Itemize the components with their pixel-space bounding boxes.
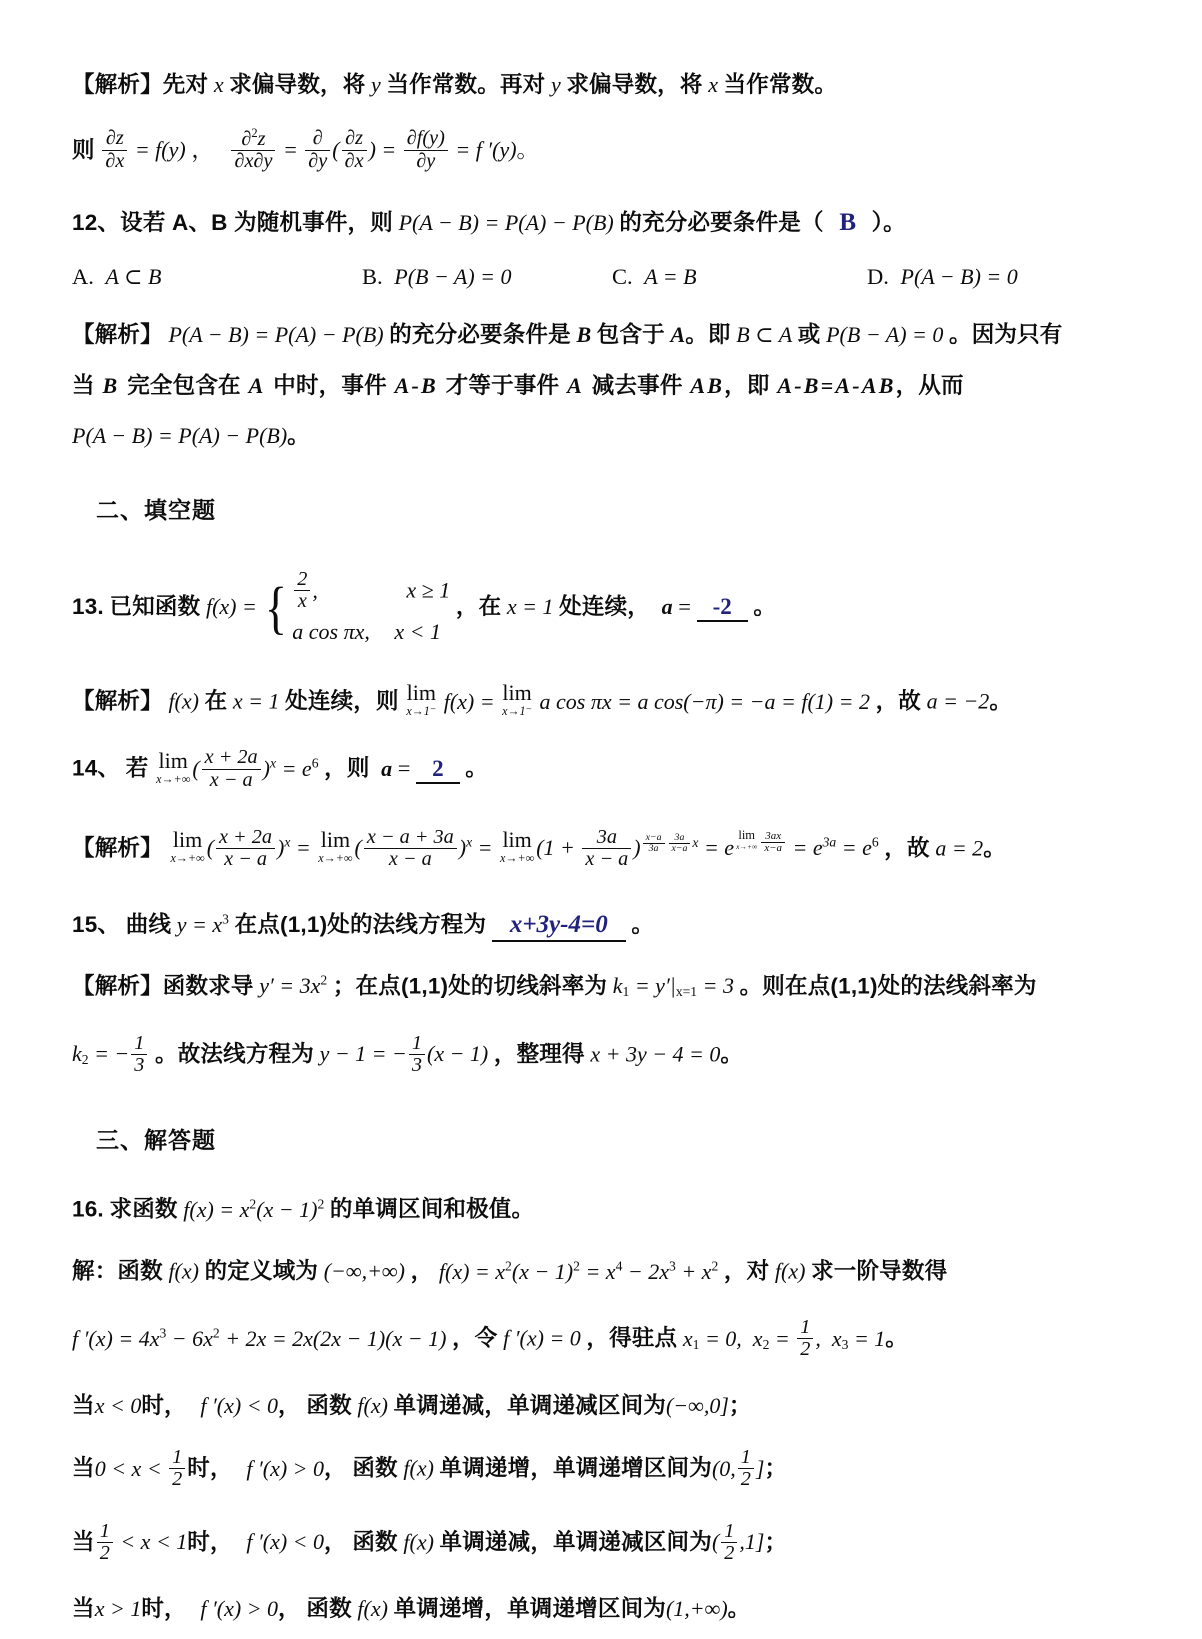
q11-explain-line2: 则 $\frac{\partial z}{\partial x}$ = f(y) ， $\frac{\partial^2z}{\partial x\partial y}$ = $\frac{\partial}{\partial y}$ ( $\frac{\partial z}{\partial x}$ ) = $\frac{\partial f(y)}{\partial y}$ = f ′(y)。: [72, 125, 540, 172]
q16-solution-line2: f $'(x) = 4x^3 - 6x^2 + 2x = 2x(2x - 1)(x - 1)$ ，令 f ′(x) = 0 ，得驻点 $x_1 = 0$, $x_2$ = $\frac{1}{2}$ , $x_3 = 1$。: [72, 1316, 908, 1361]
option-key: B.: [362, 263, 383, 289]
q12-explain-line1: 【解析】 P(A − B) = P(A) − P(B) 的充分必要条件是 B 包含于 A。即 B ⊂ A 或 P(B − A) = 0 。因为只有: [72, 322, 1063, 348]
option-key: D.: [867, 263, 889, 289]
q15-number: 15、: [72, 912, 121, 938]
q12-option-b[interactable]: B. P(B − A) = 0: [362, 263, 512, 289]
q16-stem: 16. 求函数 $f(x) = x^2(x - 1)^2$ 的单调区间和极值。: [72, 1196, 535, 1222]
option-key: C.: [612, 263, 633, 289]
q14-answer: 2: [416, 757, 460, 784]
q13-explain: 【解析】 f(x) 在 x = 1 处连续，则 lim x→1⁻ f(x) = lim x→1⁻ a cos πx = a cos(−π) = −a = f(1) = 2 ，故 a = −2。: [72, 680, 1013, 719]
q16-case-2: 当0 < x < $\frac{1}{2}$ 时， f ′(x) > 0， 函数 f(x) 单调递增，单调递增区间为(0, $\frac{1}{2}$ ]；: [72, 1446, 788, 1491]
q14-stem: 14、 若 lim x→+∞ ( $\frac{x + 2a}{x - a}$ )$^x = e^6$ ，则 a = 2 。: [72, 746, 488, 791]
section-heading-solution: 三、解答题: [96, 1127, 216, 1154]
q12-number: 12、: [72, 209, 121, 235]
q14-number: 14、: [72, 755, 121, 781]
q16-case-4: 当x > 1时， f ′(x) > 0， 函数 f(x) 单调递增，单调递增区间为(1,+∞)。: [72, 1596, 751, 1621]
q11-explain-line1: 【解析】先对 x 求偏导数，将 y 当作常数。再对 y 求偏导数，将 x 当作常数。: [72, 72, 838, 97]
q13-stem: 13. 已知函数 f(x) = { $\frac{2}{x}$ , x ≥ 1 a cos πx, x < 1 ，在 x = 1 处连续， a = -2 。: [72, 569, 1136, 648]
q12-answer: B: [839, 208, 856, 236]
q15-stem: 15、 曲线 $y = x^3$ 在点(1,1)处的法线方程为 x+3y-4=0 。: [72, 912, 1136, 941]
q12-explain-line2: 当 B 完全包含在 A 中时，事件 A-B 才等于事件 A 减去事件 AB，即 A-B=A-AB，从而: [72, 372, 964, 398]
q15-explain-line1: 【解析】函数求导 $y' = 3x^2$ ；在点(1,1)处的切线斜率为 $k_1 = y'|_{x=1} = 3$ 。则在点(1,1)处的法线斜率为: [72, 972, 1037, 1000]
q15-explain-line2: $k_2$ = − $\frac{1}{3}$ 。故法线方程为 y − 1 = − $\frac{1}{3}$ (x − 1) ，整理得 x + 3y − 4 = 0。: [72, 1031, 744, 1076]
q12-stem: 12、设若 A、B 为随机事件，则 P(A − B) = P(A) − P(B) 的充分必要条件是（ B ）。: [72, 208, 906, 236]
q15-answer: x+3y-4=0: [492, 912, 626, 941]
option-key: A.: [72, 263, 94, 289]
q16-case-3: 当 $\frac{1}{2}$ < x < 1时， f ′(x) < 0， 函数 f(x) 单调递减，单调递减区间为( $\frac{1}{2}$ ,1]；: [72, 1519, 788, 1564]
q12-option-d[interactable]: D. P(A − B) = 0: [867, 263, 1018, 289]
q12-options: [72, 263, 1136, 289]
q16-solution-line1: 解：函数 f(x) 的定义域为 (−∞,+∞) ， $f(x) = x^2(x - 1)^2 = x^4 - 2x^3 + x^2$ ，对 f(x) 求一阶导数得: [72, 1258, 948, 1284]
q13-piecewise: { $\frac{2}{x}$ , x ≥ 1 a cos πx, x < 1: [265, 567, 451, 645]
q16-case-1: 当x < 0时， f ′(x) < 0， 函数 f(x) 单调递减，单调递减区间为(−∞,0]；: [72, 1392, 752, 1418]
q12-explain-line3: P(A − B) = P(A) − P(B)。: [72, 423, 310, 449]
q16-number: 16.: [72, 1196, 104, 1222]
q12-option-a[interactable]: A. A ⊂ B: [72, 263, 162, 289]
section-heading-fill-in-blank: 二、填空题: [96, 496, 216, 523]
q14-explain: 【解析】 lim x→+∞ ( $\frac{x + 2a}{x - a}$ )$^x$ = lim x→+∞ ( $\frac{x - a + 3a}{x - a}$ )$^x$ = lim x→+∞ (1 + $\frac{3a}{x - a}$ ) $^{\frac{x-a}{3a} \frac{3a}{x-a} x}$ = e $^{lim x\to+\infty \frac{3ax}{x-a}}$ = $e^{3a} = e^6$ ，故 a = 2。: [72, 825, 1006, 871]
q12-option-c[interactable]: C. A = B: [612, 263, 697, 289]
q13-answer: -2: [697, 595, 748, 622]
q13-number: 13.: [72, 593, 104, 619]
